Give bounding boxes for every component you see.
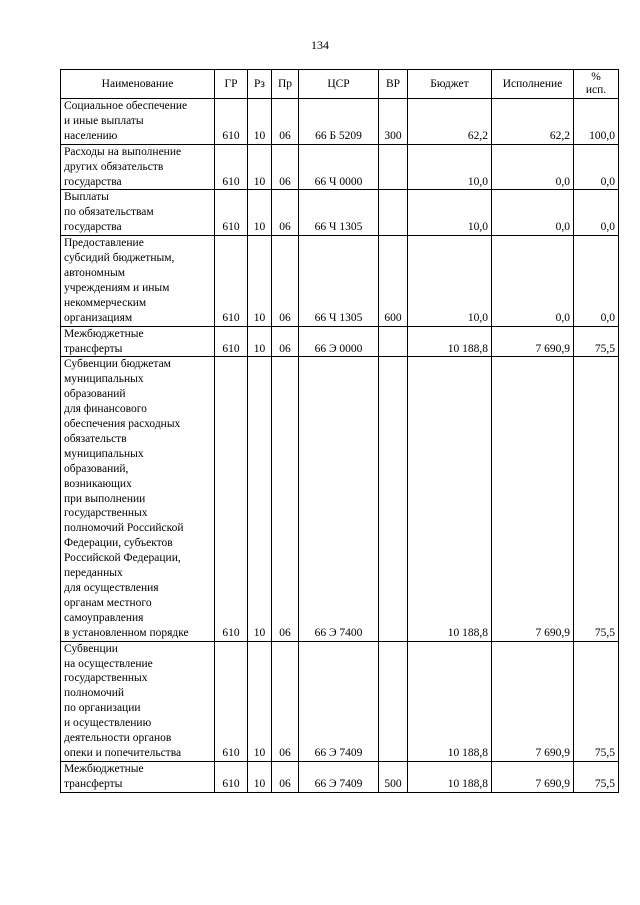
- cell-name: Субвенции на осуществление государственных полномочий по организации и осуществлению деятельности органов опеки и попечительства: [61, 641, 215, 761]
- page-number: 134: [311, 38, 329, 52]
- cell-pr: 06: [272, 641, 299, 761]
- cell-rz: 10: [248, 357, 272, 641]
- cell-rz: 10: [248, 236, 272, 326]
- cell-rz: 10: [248, 326, 272, 357]
- cell-percent: 75,5: [574, 641, 619, 761]
- cell-execution: 7 690,9: [492, 326, 574, 357]
- cell-rz: 10: [248, 190, 272, 236]
- cell-gr: 610: [215, 99, 248, 145]
- cell-vr: 300: [379, 99, 408, 145]
- cell-budget: 10 188,8: [408, 326, 492, 357]
- header-budget: Бюджет: [408, 70, 492, 99]
- cell-pr: 06: [272, 761, 299, 792]
- table-row: [61, 357, 619, 641]
- cell-name: Социальное обеспечение и иные выплаты населению: [61, 99, 215, 145]
- cell-gr: 610: [215, 641, 248, 761]
- table-row: [61, 236, 619, 326]
- header-csr: ЦСР: [299, 70, 379, 99]
- table-row: [61, 190, 619, 236]
- header-pr: Пр: [272, 70, 299, 99]
- cell-percent: 100,0: [574, 99, 619, 145]
- cell-execution: 0,0: [492, 190, 574, 236]
- cell-execution: 7 690,9: [492, 761, 574, 792]
- header-rz: Рз: [248, 70, 272, 99]
- cell-name: Предоставление субсидий бюджетным, автономным учреждениям и иным некоммерческим организациям: [61, 236, 215, 326]
- cell-rz: 10: [248, 99, 272, 145]
- cell-execution: 7 690,9: [492, 641, 574, 761]
- table-row: [61, 99, 619, 145]
- header-gr: ГР: [215, 70, 248, 99]
- cell-percent: 0,0: [574, 190, 619, 236]
- cell-vr: 600: [379, 236, 408, 326]
- cell-execution: 0,0: [492, 236, 574, 326]
- table-row: [61, 326, 619, 357]
- cell-gr: 610: [215, 357, 248, 641]
- cell-percent: 75,5: [574, 357, 619, 641]
- cell-gr: 610: [215, 326, 248, 357]
- cell-vr: [379, 326, 408, 357]
- cell-vr: [379, 144, 408, 190]
- header-percent: % исп.: [574, 70, 619, 99]
- header-name: Наименование: [61, 70, 215, 99]
- cell-csr: 66 Ч 0000: [299, 144, 379, 190]
- cell-name: Межбюджетные трансферты: [61, 326, 215, 357]
- cell-gr: 610: [215, 190, 248, 236]
- cell-execution: 62,2: [492, 99, 574, 145]
- cell-csr: 66 Э 0000: [299, 326, 379, 357]
- header-execution: Исполнение: [492, 70, 574, 99]
- cell-percent: 75,5: [574, 761, 619, 792]
- cell-name: Межбюджетные трансферты: [61, 761, 215, 792]
- cell-gr: 610: [215, 236, 248, 326]
- cell-budget: 62,2: [408, 99, 492, 145]
- cell-csr: 66 Э 7409: [299, 641, 379, 761]
- cell-rz: 10: [248, 641, 272, 761]
- cell-csr: 66 Ч 1305: [299, 236, 379, 326]
- cell-pr: 06: [272, 326, 299, 357]
- cell-pr: 06: [272, 190, 299, 236]
- cell-execution: 7 690,9: [492, 357, 574, 641]
- cell-rz: 10: [248, 761, 272, 792]
- cell-vr: [379, 641, 408, 761]
- cell-execution: 0,0: [492, 144, 574, 190]
- cell-budget: 10,0: [408, 190, 492, 236]
- cell-name: Выплаты по обязательствам государства: [61, 190, 215, 236]
- cell-budget: 10,0: [408, 236, 492, 326]
- cell-vr: 500: [379, 761, 408, 792]
- table-header-row: [61, 70, 619, 99]
- table-row: [61, 761, 619, 792]
- cell-csr: 66 Э 7409: [299, 761, 379, 792]
- cell-percent: 75,5: [574, 326, 619, 357]
- header-vr: ВР: [379, 70, 408, 99]
- cell-gr: 610: [215, 761, 248, 792]
- cell-budget: 10,0: [408, 144, 492, 190]
- cell-pr: 06: [272, 236, 299, 326]
- cell-budget: 10 188,8: [408, 641, 492, 761]
- cell-csr: 66 Э 7400: [299, 357, 379, 641]
- cell-vr: [379, 190, 408, 236]
- cell-vr: [379, 357, 408, 641]
- cell-name: Субвенции бюджетам муниципальных образований для финансового обеспечения расходных обязательств муниципальных образований, возникающих при выполнении государственных полномочий Российской Федерации, субъектов Российской Федерации, переданных для осуществления органам местного самоуправления в установленном порядке: [61, 357, 215, 641]
- cell-percent: 0,0: [574, 144, 619, 190]
- cell-budget: 10 188,8: [408, 761, 492, 792]
- cell-csr: 66 Ч 1305: [299, 190, 379, 236]
- cell-rz: 10: [248, 144, 272, 190]
- cell-percent: 0,0: [574, 236, 619, 326]
- table-row: [61, 641, 619, 761]
- cell-csr: 66 Б 5209: [299, 99, 379, 145]
- table-row: [61, 144, 619, 190]
- cell-gr: 610: [215, 144, 248, 190]
- cell-pr: 06: [272, 99, 299, 145]
- cell-pr: 06: [272, 144, 299, 190]
- budget-table: [60, 69, 619, 793]
- cell-name: Расходы на выполнение других обязательств государства: [61, 144, 215, 190]
- cell-pr: 06: [272, 357, 299, 641]
- cell-budget: 10 188,8: [408, 357, 492, 641]
